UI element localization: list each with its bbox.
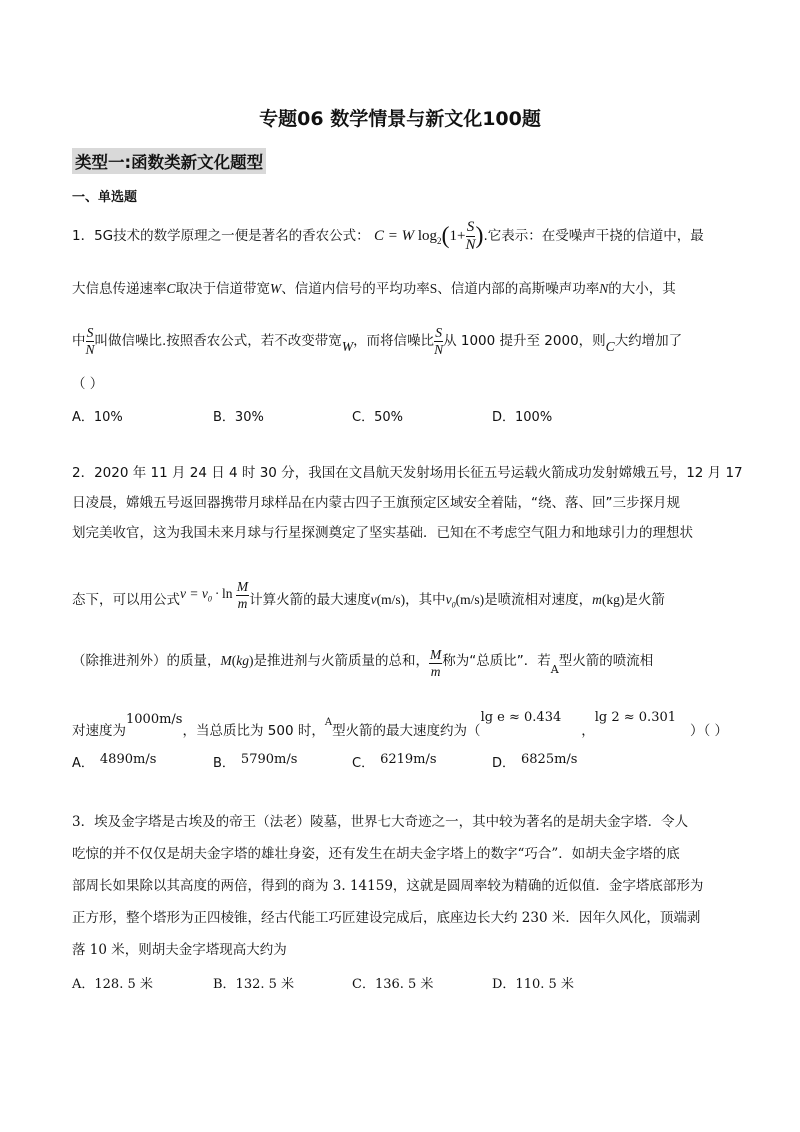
q3-line-3: 部周长如果除以其高度的两倍，得到的商为 3. 14159，这就是圆周率较为精确的近似值．金字塔底部形为 [72,878,704,894]
q1-text: 5G技术的数学原理之一便是著名的香农公式： [94,227,370,244]
q1-line-2 [72,279,676,299]
q3-line-5: 落 10 米，则胡夫金字塔现高大约为 [72,942,287,958]
var-v: v(m/s) [370,592,406,608]
q1-text: 的大小，其 [608,281,676,297]
q3-option-b[interactable]: B．132. 5 米 [213,977,295,992]
var-C: C [166,281,176,296]
option-letter: C． [352,756,375,771]
section-heading: 一、单选题 [72,190,138,205]
speed-value: 1000m/s [126,712,183,727]
q2-text: ，当总质比为 500 时， [182,723,325,739]
q2-text: 型火箭的最大速度约为（ [332,723,481,739]
q1-line-3 [72,326,682,357]
q1-line-1 [72,220,704,253]
q2-option-b[interactable] [213,752,297,771]
var-N: N [599,281,609,296]
q1-text: 大约增加了 [614,333,683,349]
rocket-formula: $v = v_0 \cdot \ln$ $\frac{M}{m}$ [180,579,249,611]
q1-text: 从 1000 提升至 2000，则 [443,333,606,349]
q2-line-5 [72,648,653,680]
q2-line-4 [72,580,665,616]
lg-2-value: lg 2 ≈ 0.301 [594,710,677,725]
var-W: W [341,339,354,354]
q1-text: ，而将信噪比 [353,333,435,349]
option-letter: B． [213,756,235,771]
snr-fraction: $\frac{S}{N}$ [434,325,444,357]
q2-text: 态下，可以用公式 [72,592,180,609]
shannon-formula: C = W $\log_2(1+$ $\frac{S}{N}$ ) [373,219,484,253]
q2-text: 是火箭 [624,592,665,609]
option-value: 6219m/s [380,752,437,767]
type-heading: 类型一:函数类新文化题型 [72,148,266,174]
q2-text: ）（ ） [690,723,729,739]
q2-text: （除推进剂外）的质量， [72,653,221,669]
option-letter: A． [72,756,94,771]
rocket-type-label: A [550,663,559,676]
q1-number: 1． [72,227,95,244]
var-W: W [270,281,282,296]
q1-option-a[interactable]: A．10% [72,410,123,425]
q1-text: 中 [72,333,86,349]
option-value: 6825m/s [521,752,578,767]
q2-text: 是推进剂与火箭质量的总和， [253,653,429,669]
q2-text: ，其中 [405,592,446,609]
q1-paren: （ ） [72,376,104,392]
q3-option-c[interactable]: C．136. 5 米 [352,977,434,992]
q3-option-a[interactable]: A．128. 5 米 [72,977,153,992]
q2-text: ， [581,723,595,739]
q2-text: 是喷流相对速度， [484,592,593,609]
q3-line-2: 吃惊的并不仅仅是胡夫金字塔的雄壮身姿，还有发生在胡夫金字塔上的数字“巧合”．如胡夫金字塔的底 [72,846,680,862]
q1-text: .它表示：在受噪声干挠的信道中，最 [483,227,704,244]
option-letter: D． [492,756,516,771]
q2-line-1: 2．2020 年 11 月 24 日 4 时 30 分，我国在文昌航天发射场用长征五号运载火箭成功发射嫦娥五号，12 月 17 [72,465,743,481]
q1-text: 叫做信噪比.按照香农公式，若不改变带宽 [94,333,342,349]
q1-option-c[interactable]: C．50% [352,410,403,425]
q2-option-d[interactable] [492,752,577,771]
var-m: m(kg) [592,592,625,608]
q1-option-d[interactable]: D．100% [492,410,553,425]
q3-line-1: 3．埃及金字塔是古埃及的帝王（法老）陵墓，世界七大奇迹之一，其中较为著名的是胡夫金字塔．令人 [72,814,689,830]
q1-text: 取决于信道带宽 [175,281,271,297]
q2-text: 计算火箭的最大速度 [249,592,371,609]
q2-line-3: 划完美收官，这为我国未来月球与行星探测奠定了坚实基础．已知在不考虑空气阻力和地球引力的理想状 [72,525,693,541]
q2-option-a[interactable] [72,752,156,771]
q2-line-2: 日凌晨，嫦娥五号返回器携带月球样品在内蒙古四子王旗预定区域安全着陆，“绕、落、回”三步探月规 [72,495,680,511]
lg-e-value: lg e ≈ 0.434 [480,710,562,725]
q2-option-c[interactable] [352,752,437,771]
q1-text: 、信道内部的高斯噪声功率 [437,281,600,297]
q3-option-d[interactable]: D．110. 5 米 [492,977,574,992]
var-v0: $v_0(m/s)$ [445,592,485,610]
q2-line-6 [72,708,728,741]
var-S: S [429,281,438,296]
rocket-type-label: A [324,717,333,728]
page-title: 专题06 数学情景与新文化100题 [259,108,541,130]
q1-option-b[interactable]: B．30% [213,410,264,425]
mass-ratio-fraction: $\frac{M}{m}$ [430,647,442,679]
q3-line-4: 正方形，整个塔形为正四棱锥，经古代能工巧匠建设完成后，底座边长大约 230 米．因年久风化，顶端剥 [72,910,701,926]
var-C: C [605,339,615,354]
q1-text: 大信息传递速率 [72,281,167,297]
var-M: M(kg) [220,653,254,668]
q2-text: 称为“总质比”．若 [442,653,551,669]
q2-text: 对速度为 [72,723,126,739]
q2-text: 型火箭的喷流相 [558,653,654,669]
option-value: 4890m/s [99,752,157,767]
snr-fraction: $\frac{S}{N}$ [85,325,95,357]
option-value: 5790m/s [240,752,298,767]
q1-text: 、信道内信号的平均功率 [281,281,430,297]
